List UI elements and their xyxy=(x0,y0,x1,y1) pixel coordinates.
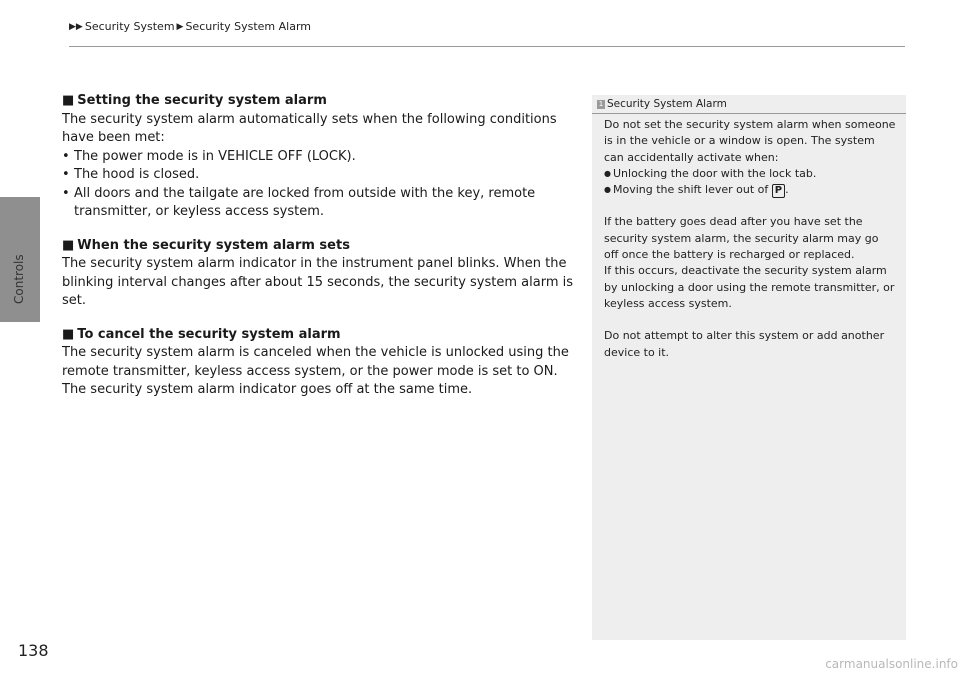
sidebar-bullet-end: . xyxy=(785,183,789,197)
breadcrumb xyxy=(69,20,311,33)
sidebar-text: Do not set the security system alarm when someone is in the vehicle or a window is open. The system can accidentally activate when: xyxy=(604,118,896,164)
chapter-label: Controls xyxy=(12,254,26,304)
list-item: • The power mode is in VEHICLE OFF (LOCK). xyxy=(62,148,582,167)
sidebar-bullet: ● Unlocking the door with the lock tab. xyxy=(604,166,896,182)
section-heading: ■ To cancel the security system alarm xyxy=(62,326,582,345)
section-alarm-sets xyxy=(62,237,582,311)
watermark: carmanualsonline.info xyxy=(825,657,958,671)
section-heading: ■ When the security system alarm sets xyxy=(62,237,582,256)
sidebar-bullet xyxy=(604,182,896,198)
sidebar-title-text: Security System Alarm xyxy=(607,98,727,111)
reference-icon: 1 xyxy=(598,100,604,108)
sidebar-paragraph: If this occurs, deactivate the security system alarm by unlocking a door using the remote transmitter, or keyless access system. xyxy=(604,264,895,310)
main-content xyxy=(62,92,582,415)
section-cancel-alarm xyxy=(62,326,582,400)
condition-list xyxy=(62,148,582,222)
sidebar-body xyxy=(592,114,906,361)
section-intro: The security system alarm automatically sets when the following conditions have been met: xyxy=(62,111,557,145)
header-divider xyxy=(69,46,905,47)
page-number: 138 xyxy=(18,641,49,660)
section-body: The security system alarm indicator in the instrument panel blinks. When the blinking interval changes after about 15 seconds, the security system alarm is set. xyxy=(62,256,573,308)
breadcrumb-item-security-system[interactable]: Security System xyxy=(84,20,175,33)
park-symbol-icon: P xyxy=(772,184,785,198)
breadcrumb-item-security-system-alarm[interactable]: Security System Alarm xyxy=(185,20,312,33)
sidebar-paragraph: If the battery goes dead after you have set the security system alarm, the security alarm may go off once the battery is recharged or replaced. xyxy=(604,215,879,262)
sidebar-paragraph: Do not attempt to alter this system or add another device to it. xyxy=(604,329,885,359)
list-item: • The hood is closed. xyxy=(62,166,582,185)
list-item: • All doors and the tailgate are locked from outside with the key, remote transmitter, or keyless access system. xyxy=(62,185,582,222)
breadcrumb-arrow-icon: ▶▶ xyxy=(69,21,83,32)
sidebar-paragraph xyxy=(604,117,896,198)
sidebar-note xyxy=(592,95,906,640)
section-setting-alarm xyxy=(62,92,582,222)
section-heading: ■ Setting the security system alarm xyxy=(62,92,582,111)
section-body: The security system alarm is canceled when the vehicle is unlocked using the remote transmitter, keyless access system, or the power mode is set to ON. The security system alarm indicator goes off at the same time. xyxy=(62,345,569,397)
sidebar-bullet-text: Moving the shift lever out of xyxy=(613,183,769,197)
sidebar-title xyxy=(592,95,906,114)
breadcrumb-arrow-icon: ▶ xyxy=(176,21,184,32)
